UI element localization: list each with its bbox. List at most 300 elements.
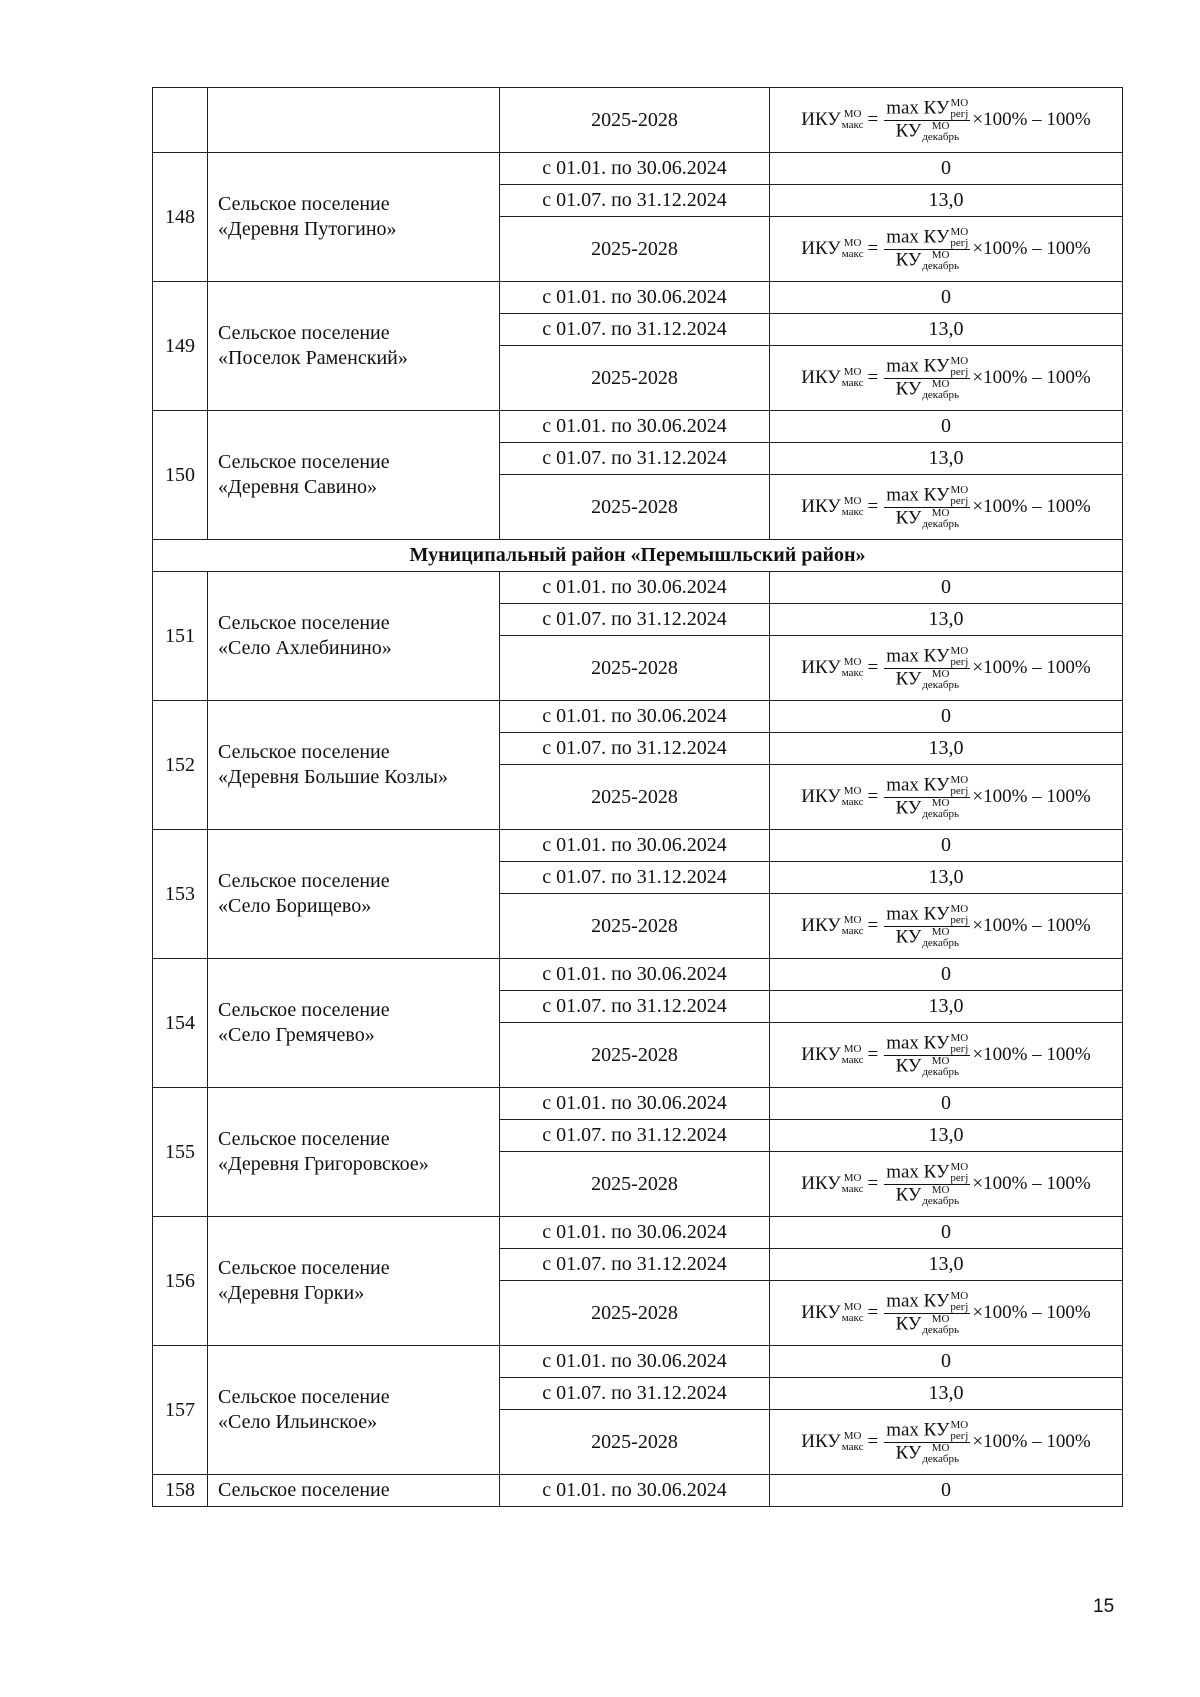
value-cell: 0 [770, 282, 1123, 314]
formula-tail: ×100% – 100% [972, 657, 1091, 678]
value-cell: 0 [770, 411, 1123, 443]
formula-lhs: ИКУ [801, 238, 841, 259]
table-row [153, 1346, 1123, 1378]
formula-lhs-sup: МО [843, 108, 862, 120]
formula-den-sup: МО [931, 506, 950, 519]
settlement-name: «Деревня Большие Козлы» [218, 766, 448, 788]
formula-cell [770, 1023, 1123, 1088]
settlement-name: «Деревня Путогино» [218, 218, 397, 240]
period-cell: 2025-2028 [500, 346, 770, 411]
formula-lhs: ИКУ [801, 786, 841, 807]
table-row [153, 959, 1123, 991]
formula-num-base: max КУ [886, 1031, 950, 1053]
value-cell: 0 [770, 1475, 1123, 1507]
formula-num-sub: регj [950, 1429, 969, 1442]
formula-den-sub: декабрь [922, 1452, 959, 1465]
formula-tail: ×100% – 100% [972, 109, 1091, 130]
formula-lhs-index [842, 1431, 864, 1453]
value-cell: 0 [770, 572, 1123, 604]
formula-den-sup: МО [931, 1312, 950, 1325]
formula-num-index [950, 227, 968, 249]
value-cell: 13,0 [770, 862, 1123, 894]
formula-num-base: max КУ [886, 483, 950, 505]
formula-num-sub: регj [950, 1042, 969, 1055]
settlement-name: «Село Ахлебинино» [218, 637, 392, 659]
formula-den-index [922, 927, 959, 949]
row-number-cell: 156 [153, 1217, 208, 1346]
period-cell: с 01.01. по 30.06.2024 [500, 1217, 770, 1249]
value-cell: 0 [770, 830, 1123, 862]
period-cell: с 01.01. по 30.06.2024 [500, 411, 770, 443]
formula-den-base: КУ [895, 1441, 922, 1463]
formula-den-sup: МО [931, 1054, 950, 1067]
period-cell: 2025-2028 [500, 1281, 770, 1346]
formula-num-base: max КУ [886, 644, 950, 666]
value-cell: 13,0 [770, 1249, 1123, 1281]
formula-num-sup: МО [950, 902, 969, 915]
formula-equals: = [867, 109, 879, 130]
formula-den-index [922, 1056, 959, 1078]
row-number-cell: 152 [153, 701, 208, 830]
formula-num-index [950, 646, 968, 668]
formula-lhs: ИКУ [801, 109, 841, 130]
formula-numerator [884, 1033, 970, 1056]
value-cell: 0 [770, 1088, 1123, 1120]
formula-num-sup: МО [950, 354, 969, 367]
formula-lhs-sub: макс [841, 1312, 864, 1324]
formula-num-base: max КУ [886, 1418, 950, 1440]
formula-den-sub: декабрь [922, 259, 959, 272]
period-cell: 2025-2028 [500, 1410, 770, 1475]
row-number-cell: 153 [153, 830, 208, 959]
value-cell: 13,0 [770, 185, 1123, 217]
formula-lhs-sup: МО [843, 785, 862, 797]
formula-den-sup: МО [931, 925, 950, 938]
formula-equals: = [867, 1302, 879, 1323]
formula-num-sup: МО [950, 1031, 969, 1044]
period-cell: 2025-2028 [500, 1152, 770, 1217]
settlement-name: «Поселок Раменский» [218, 347, 408, 369]
formula-num-base: max КУ [886, 902, 950, 924]
period-cell: с 01.01. по 30.06.2024 [500, 572, 770, 604]
period-cell: с 01.01. по 30.06.2024 [500, 282, 770, 314]
page-number: 15 [1093, 1596, 1115, 1617]
formula-num-base: max КУ [886, 1160, 950, 1182]
period-cell: 2025-2028 [500, 894, 770, 959]
formula-num-index [950, 904, 968, 926]
formula-den-index [922, 121, 959, 143]
formula-lhs-sup: МО [843, 1172, 862, 1184]
formula-cell [770, 88, 1123, 153]
row-number-cell: 155 [153, 1088, 208, 1217]
formula-numerator [884, 98, 970, 121]
period-cell: с 01.01. по 30.06.2024 [500, 1475, 770, 1507]
tariff-formula [801, 1033, 1090, 1078]
formula-den-base: КУ [895, 925, 922, 947]
period-cell: с 01.07. по 31.12.2024 [500, 1378, 770, 1410]
formula-lhs-index [842, 109, 864, 131]
settlement-name-cell [208, 1217, 500, 1346]
formula-den-sub: декабрь [922, 936, 959, 949]
formula-den-base: КУ [895, 248, 922, 270]
formula-den-sup: МО [931, 667, 950, 680]
formula-cell [770, 1152, 1123, 1217]
formula-numerator [884, 1420, 970, 1443]
formula-den-sup: МО [931, 119, 950, 132]
formula-cell [770, 1281, 1123, 1346]
table-row [153, 1217, 1123, 1249]
period-cell: с 01.01. по 30.06.2024 [500, 1088, 770, 1120]
formula-lhs-sup: МО [843, 366, 862, 378]
formula-tail: ×100% – 100% [972, 1431, 1091, 1452]
tariff-formula [801, 646, 1090, 691]
table-row [153, 701, 1123, 733]
formula-lhs-sub: макс [841, 667, 864, 679]
formula-fraction [884, 356, 970, 401]
settlement-name-cell [208, 153, 500, 282]
settlement-name-cell [208, 282, 500, 411]
formula-den-sub: декабрь [922, 678, 959, 691]
period-cell: с 01.07. по 31.12.2024 [500, 185, 770, 217]
formula-fraction [884, 904, 970, 949]
formula-tail: ×100% – 100% [972, 915, 1091, 936]
settlement-type: Сельское поселение [218, 1128, 390, 1150]
formula-numerator [884, 1291, 970, 1314]
formula-cell [770, 217, 1123, 282]
tariff-formula [801, 356, 1090, 401]
value-cell: 13,0 [770, 733, 1123, 765]
row-number-cell: 157 [153, 1346, 208, 1475]
formula-denominator [894, 1443, 961, 1465]
formula-num-sup: МО [950, 1418, 969, 1431]
formula-num-base: max КУ [886, 354, 950, 376]
formula-lhs-sub: макс [841, 1054, 864, 1066]
formula-num-sub: регj [950, 913, 969, 926]
period-cell: с 01.07. по 31.12.2024 [500, 733, 770, 765]
formula-num-sup: МО [950, 225, 969, 238]
tariff-formula [801, 904, 1090, 949]
formula-num-base: max КУ [886, 773, 950, 795]
settlement-name-cell [208, 411, 500, 540]
formula-num-sub: регj [950, 236, 969, 249]
formula-den-sub: декабрь [922, 130, 959, 143]
row-number-cell [153, 88, 208, 153]
formula-numerator [884, 646, 970, 669]
formula-num-sup: МО [950, 644, 969, 657]
formula-denominator [894, 379, 961, 401]
formula-num-base: max КУ [886, 225, 950, 247]
formula-fraction [884, 1291, 970, 1336]
formula-tail: ×100% – 100% [972, 367, 1091, 388]
tariff-formula [801, 775, 1090, 820]
settlement-name-cell [208, 572, 500, 701]
settlement-name: «Деревня Савино» [218, 476, 378, 498]
formula-den-index [922, 669, 959, 691]
table-row [153, 1088, 1123, 1120]
table-row [153, 88, 1123, 153]
settlement-type: Сельское поселение [218, 1257, 390, 1279]
formula-lhs-sub: макс [841, 925, 864, 937]
settlement-type: Сельское поселение [218, 741, 390, 763]
formula-num-base: max КУ [886, 1289, 950, 1311]
table-row [153, 1475, 1123, 1507]
formula-equals: = [867, 657, 879, 678]
formula-denominator [894, 1185, 961, 1207]
formula-lhs-sub: макс [841, 248, 864, 260]
formula-num-sub: регj [950, 365, 969, 378]
formula-fraction [884, 227, 970, 272]
formula-equals: = [867, 786, 879, 807]
formula-lhs-sup: МО [843, 1430, 862, 1442]
formula-den-sub: декабрь [922, 1323, 959, 1336]
formula-lhs: ИКУ [801, 496, 841, 517]
formula-lhs-sup: МО [843, 237, 862, 249]
formula-lhs-index [842, 1044, 864, 1066]
settlement-name: «Село Борищево» [218, 895, 372, 917]
value-cell: 0 [770, 1346, 1123, 1378]
formula-den-index [922, 1185, 959, 1207]
value-cell: 0 [770, 701, 1123, 733]
formula-lhs-index [842, 1173, 864, 1195]
tariff-formula [801, 1291, 1090, 1336]
tariff-formula [801, 227, 1090, 272]
table-row [153, 153, 1123, 185]
formula-den-index [922, 1443, 959, 1465]
row-number-cell: 148 [153, 153, 208, 282]
table-row [153, 282, 1123, 314]
formula-tail: ×100% – 100% [972, 1302, 1091, 1323]
period-cell: с 01.07. по 31.12.2024 [500, 1120, 770, 1152]
formula-denominator [894, 1314, 961, 1336]
formula-numerator [884, 356, 970, 379]
period-cell: с 01.01. по 30.06.2024 [500, 701, 770, 733]
formula-fraction [884, 485, 970, 530]
formula-lhs-sub: макс [841, 1183, 864, 1195]
formula-equals: = [867, 1173, 879, 1194]
formula-den-index [922, 250, 959, 272]
formula-num-sub: регj [950, 107, 969, 120]
formula-den-base: КУ [895, 1183, 922, 1205]
formula-lhs-index [842, 496, 864, 518]
formula-lhs-index [842, 915, 864, 937]
formula-tail: ×100% – 100% [972, 238, 1091, 259]
tariff-formula [801, 485, 1090, 530]
settlement-name: «Деревня Горки» [218, 1282, 365, 1304]
row-number-cell: 151 [153, 572, 208, 701]
formula-numerator [884, 904, 970, 927]
formula-den-index [922, 508, 959, 530]
formula-den-base: КУ [895, 1054, 922, 1076]
value-cell: 13,0 [770, 1378, 1123, 1410]
formula-lhs-sub: макс [841, 1441, 864, 1453]
period-cell: 2025-2028 [500, 1023, 770, 1088]
settlement-type: Сельское поселение [218, 999, 390, 1021]
formula-den-sub: декабрь [922, 1065, 959, 1078]
formula-den-sup: МО [931, 377, 950, 390]
formula-numerator [884, 227, 970, 250]
formula-lhs: ИКУ [801, 1302, 841, 1323]
formula-num-index [950, 356, 968, 378]
value-cell: 13,0 [770, 314, 1123, 346]
formula-denominator [894, 508, 961, 530]
period-cell: с 01.07. по 31.12.2024 [500, 862, 770, 894]
formula-lhs-sup: МО [843, 914, 862, 926]
formula-lhs: ИКУ [801, 657, 841, 678]
period-cell: 2025-2028 [500, 475, 770, 540]
period-cell: с 01.01. по 30.06.2024 [500, 959, 770, 991]
formula-fraction [884, 646, 970, 691]
district-header-row [153, 540, 1123, 572]
formula-equals: = [867, 496, 879, 517]
formula-num-sup: МО [950, 1160, 969, 1173]
tariff-table-body [153, 88, 1123, 1507]
settlement-name-cell [208, 1346, 500, 1475]
formula-den-sub: декабрь [922, 517, 959, 530]
settlement-type: Сельское поселение [208, 1475, 500, 1507]
settlement-name-cell [208, 959, 500, 1088]
formula-equals: = [867, 367, 879, 388]
formula-num-index [950, 98, 968, 120]
formula-lhs-index [842, 367, 864, 389]
formula-num-index [950, 1033, 968, 1055]
settlement-type: Сельское поселение [218, 451, 390, 473]
settlement-name-cell [208, 701, 500, 830]
formula-lhs-sub: макс [841, 506, 864, 518]
formula-lhs: ИКУ [801, 1173, 841, 1194]
period-cell: с 01.01. по 30.06.2024 [500, 1346, 770, 1378]
period-cell: с 01.07. по 31.12.2024 [500, 1249, 770, 1281]
value-cell: 0 [770, 153, 1123, 185]
formula-lhs-sub: макс [841, 796, 864, 808]
period-cell: с 01.01. по 30.06.2024 [500, 153, 770, 185]
formula-lhs-index [842, 657, 864, 679]
period-cell: 2025-2028 [500, 765, 770, 830]
value-cell: 13,0 [770, 443, 1123, 475]
formula-den-index [922, 798, 959, 820]
formula-equals: = [867, 1431, 879, 1452]
formula-num-sub: регj [950, 1171, 969, 1184]
formula-lhs-index [842, 238, 864, 260]
formula-tail: ×100% – 100% [972, 1044, 1091, 1065]
formula-num-sup: МО [950, 483, 969, 496]
formula-den-sub: декабрь [922, 807, 959, 820]
formula-lhs-sub: макс [841, 377, 864, 389]
formula-fraction [884, 1033, 970, 1078]
formula-num-sub: регj [950, 784, 969, 797]
formula-num-index [950, 1420, 968, 1442]
formula-den-base: КУ [895, 506, 922, 528]
row-number-cell: 154 [153, 959, 208, 1088]
formula-num-sup: МО [950, 1289, 969, 1302]
formula-tail: ×100% – 100% [972, 1173, 1091, 1194]
period-cell: с 01.01. по 30.06.2024 [500, 830, 770, 862]
settlement-type: Сельское поселение [218, 612, 390, 634]
formula-den-base: КУ [895, 377, 922, 399]
tariff-formula [801, 98, 1090, 143]
formula-denominator [894, 1056, 961, 1078]
period-cell: 2025-2028 [500, 636, 770, 701]
settlement-type: Сельское поселение [218, 1386, 390, 1408]
formula-den-index [922, 379, 959, 401]
period-cell: 2025-2028 [500, 217, 770, 282]
settlement-name-cell [208, 88, 500, 153]
formula-denominator [894, 927, 961, 949]
formula-den-sup: МО [931, 796, 950, 809]
tariff-table [152, 87, 1123, 1507]
formula-num-index [950, 485, 968, 507]
period-cell: с 01.07. по 31.12.2024 [500, 604, 770, 636]
formula-fraction [884, 1162, 970, 1207]
formula-numerator [884, 775, 970, 798]
settlement-type: Сельское поселение [218, 322, 390, 344]
formula-lhs-index [842, 786, 864, 808]
formula-lhs-sup: МО [843, 656, 862, 668]
formula-den-sub: декабрь [922, 388, 959, 401]
formula-numerator [884, 1162, 970, 1185]
formula-lhs: ИКУ [801, 915, 841, 936]
formula-equals: = [867, 915, 879, 936]
value-cell: 0 [770, 1217, 1123, 1249]
formula-num-sub: регj [950, 494, 969, 507]
formula-lhs: ИКУ [801, 1044, 841, 1065]
formula-num-sup: МО [950, 96, 969, 109]
formula-cell [770, 636, 1123, 701]
formula-denominator [894, 250, 961, 272]
district-header: Муниципальный район «Перемышльский район» [153, 540, 1123, 572]
formula-cell [770, 1410, 1123, 1475]
formula-den-base: КУ [895, 667, 922, 689]
period-cell: с 01.07. по 31.12.2024 [500, 443, 770, 475]
formula-fraction [884, 98, 970, 143]
formula-num-index [950, 1291, 968, 1313]
formula-fraction [884, 775, 970, 820]
formula-den-sup: МО [931, 248, 950, 261]
settlement-name: «Село Гремячево» [218, 1024, 375, 1046]
formula-den-base: КУ [895, 796, 922, 818]
formula-equals: = [867, 1044, 879, 1065]
formula-den-base: КУ [895, 1312, 922, 1334]
value-cell: 13,0 [770, 991, 1123, 1023]
period-cell: с 01.07. по 31.12.2024 [500, 314, 770, 346]
value-cell: 0 [770, 959, 1123, 991]
formula-num-sup: МО [950, 773, 969, 786]
formula-tail: ×100% – 100% [972, 786, 1091, 807]
period-cell: с 01.07. по 31.12.2024 [500, 991, 770, 1023]
formula-lhs-sub: макс [841, 119, 864, 131]
formula-num-index [950, 775, 968, 797]
formula-denominator [894, 669, 961, 691]
formula-cell [770, 765, 1123, 830]
tariff-formula [801, 1162, 1090, 1207]
tariff-table-container [152, 87, 1122, 1507]
formula-num-sub: регj [950, 655, 969, 668]
settlement-type: Сельское поселение [218, 193, 390, 215]
table-row [153, 411, 1123, 443]
formula-denominator [894, 798, 961, 820]
period-cell: 2025-2028 [500, 88, 770, 153]
table-row [153, 572, 1123, 604]
settlement-name: «Деревня Григоровское» [218, 1153, 429, 1175]
formula-lhs-sup: МО [843, 1301, 862, 1313]
row-number-cell: 149 [153, 282, 208, 411]
formula-lhs-sup: МО [843, 1043, 862, 1055]
formula-cell [770, 346, 1123, 411]
formula-den-base: КУ [895, 119, 922, 141]
value-cell: 13,0 [770, 604, 1123, 636]
table-row [153, 830, 1123, 862]
formula-lhs: ИКУ [801, 367, 841, 388]
formula-den-sup: МО [931, 1183, 950, 1196]
